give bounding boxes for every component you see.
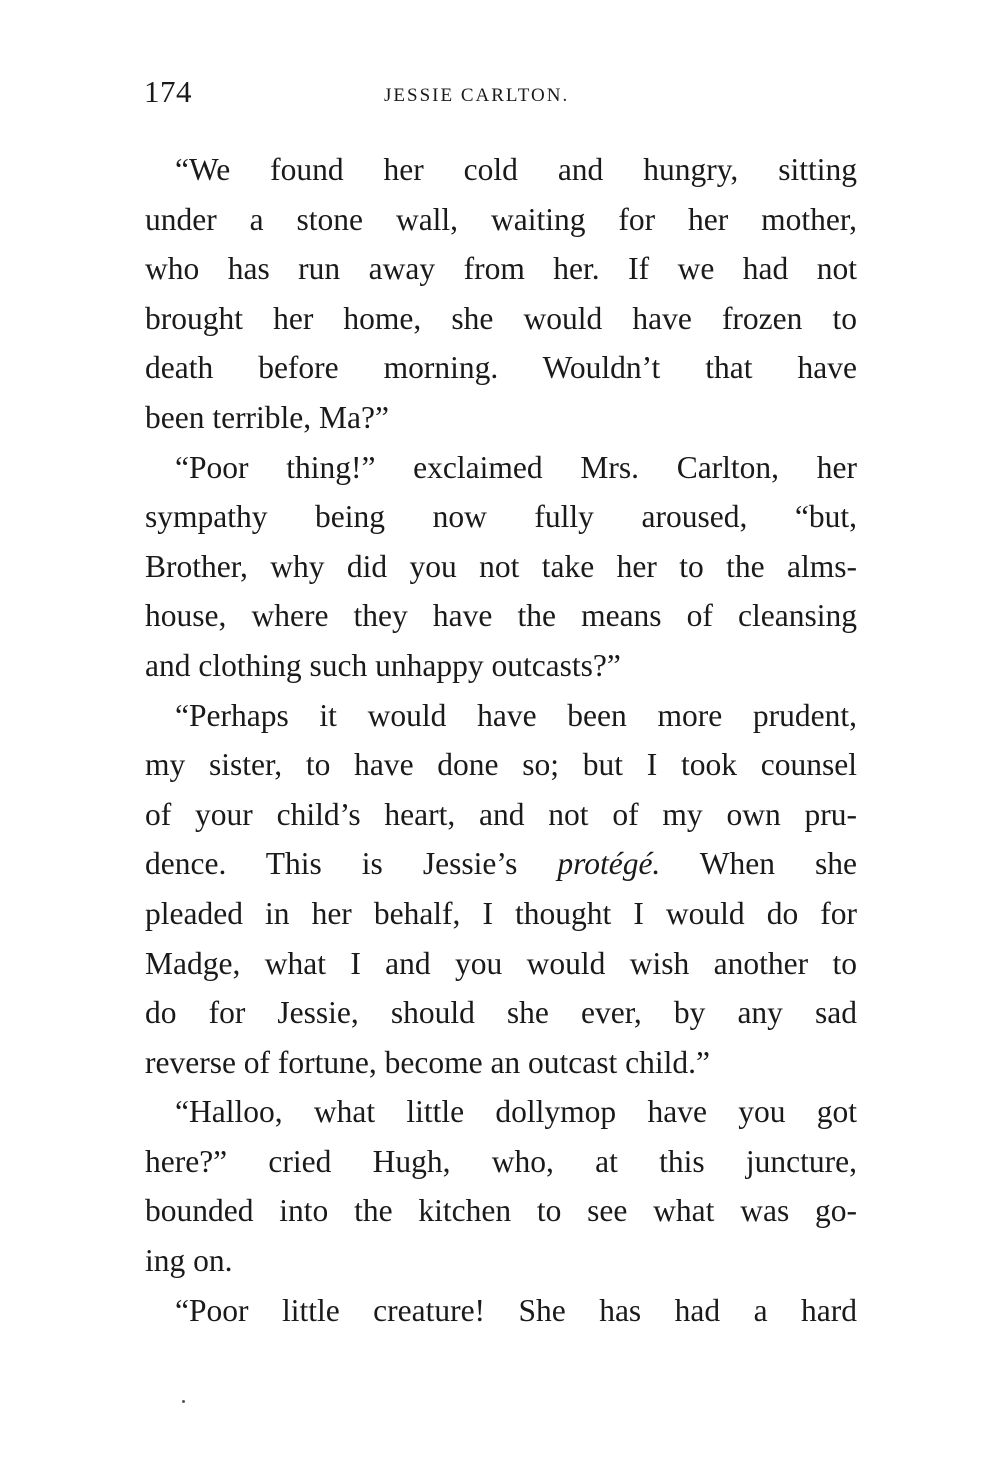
text-line: “We found her cold and hungry, sitting <box>175 152 857 187</box>
paragraph <box>145 145 857 443</box>
paragraph <box>145 443 857 691</box>
text-line: my sister, to have done so; but I took counsel <box>145 747 857 783</box>
text-line: pleaded in her behalf, I thought I would do for <box>145 895 857 931</box>
text-line: dence. This is Jessie’s protégé. When she <box>145 846 857 882</box>
page-number: 174 <box>144 74 192 109</box>
text-line: of your child’s heart, and not of my own pru- <box>145 796 857 832</box>
paragraph <box>145 1087 857 1285</box>
text-line: here?” cried Hugh, who, at this juncture, <box>145 1143 857 1179</box>
text-line: Madge, what I and you would wish another to <box>145 945 857 981</box>
text-line: under a stone wall, waiting for her mother, <box>145 201 857 237</box>
text-line: who has run away from her. If we had not <box>145 251 857 287</box>
text-line: brought her home, she would have frozen to <box>145 300 857 336</box>
text-line: been terrible, Ma?” <box>145 399 389 435</box>
text-line: death before morning. Wouldn’t that have <box>145 350 857 386</box>
text-line: and clothing such unhappy outcasts?” <box>145 647 621 683</box>
body-text <box>145 145 857 1335</box>
ink-speck <box>182 1400 185 1403</box>
text-line: reverse of fortune, become an outcast child.” <box>145 1044 711 1080</box>
paragraph <box>145 1286 857 1336</box>
text-line: “Poor thing!” exclaimed Mrs. Carlton, her <box>175 449 857 485</box>
text-line: “Perhaps it would have been more prudent, <box>175 697 857 733</box>
text-line: sympathy being now fully aroused, “but, <box>145 499 857 535</box>
paragraph <box>145 691 857 1088</box>
text-line: “Poor little creature! She has had a hard <box>175 1292 857 1328</box>
text-line: house, where they have the means of cleansing <box>145 598 857 634</box>
running-title: JESSIE CARLTON. <box>384 85 570 106</box>
text-line: do for Jessie, should she ever, by any sad <box>145 995 857 1031</box>
text-line: “Halloo, what little dollymop have you got <box>175 1094 857 1130</box>
text-line: bounded into the kitchen to see what was go- <box>145 1193 857 1229</box>
text-line: ing on. <box>145 1243 233 1279</box>
text-line: Brother, why did you not take her to the alms- <box>145 548 857 584</box>
